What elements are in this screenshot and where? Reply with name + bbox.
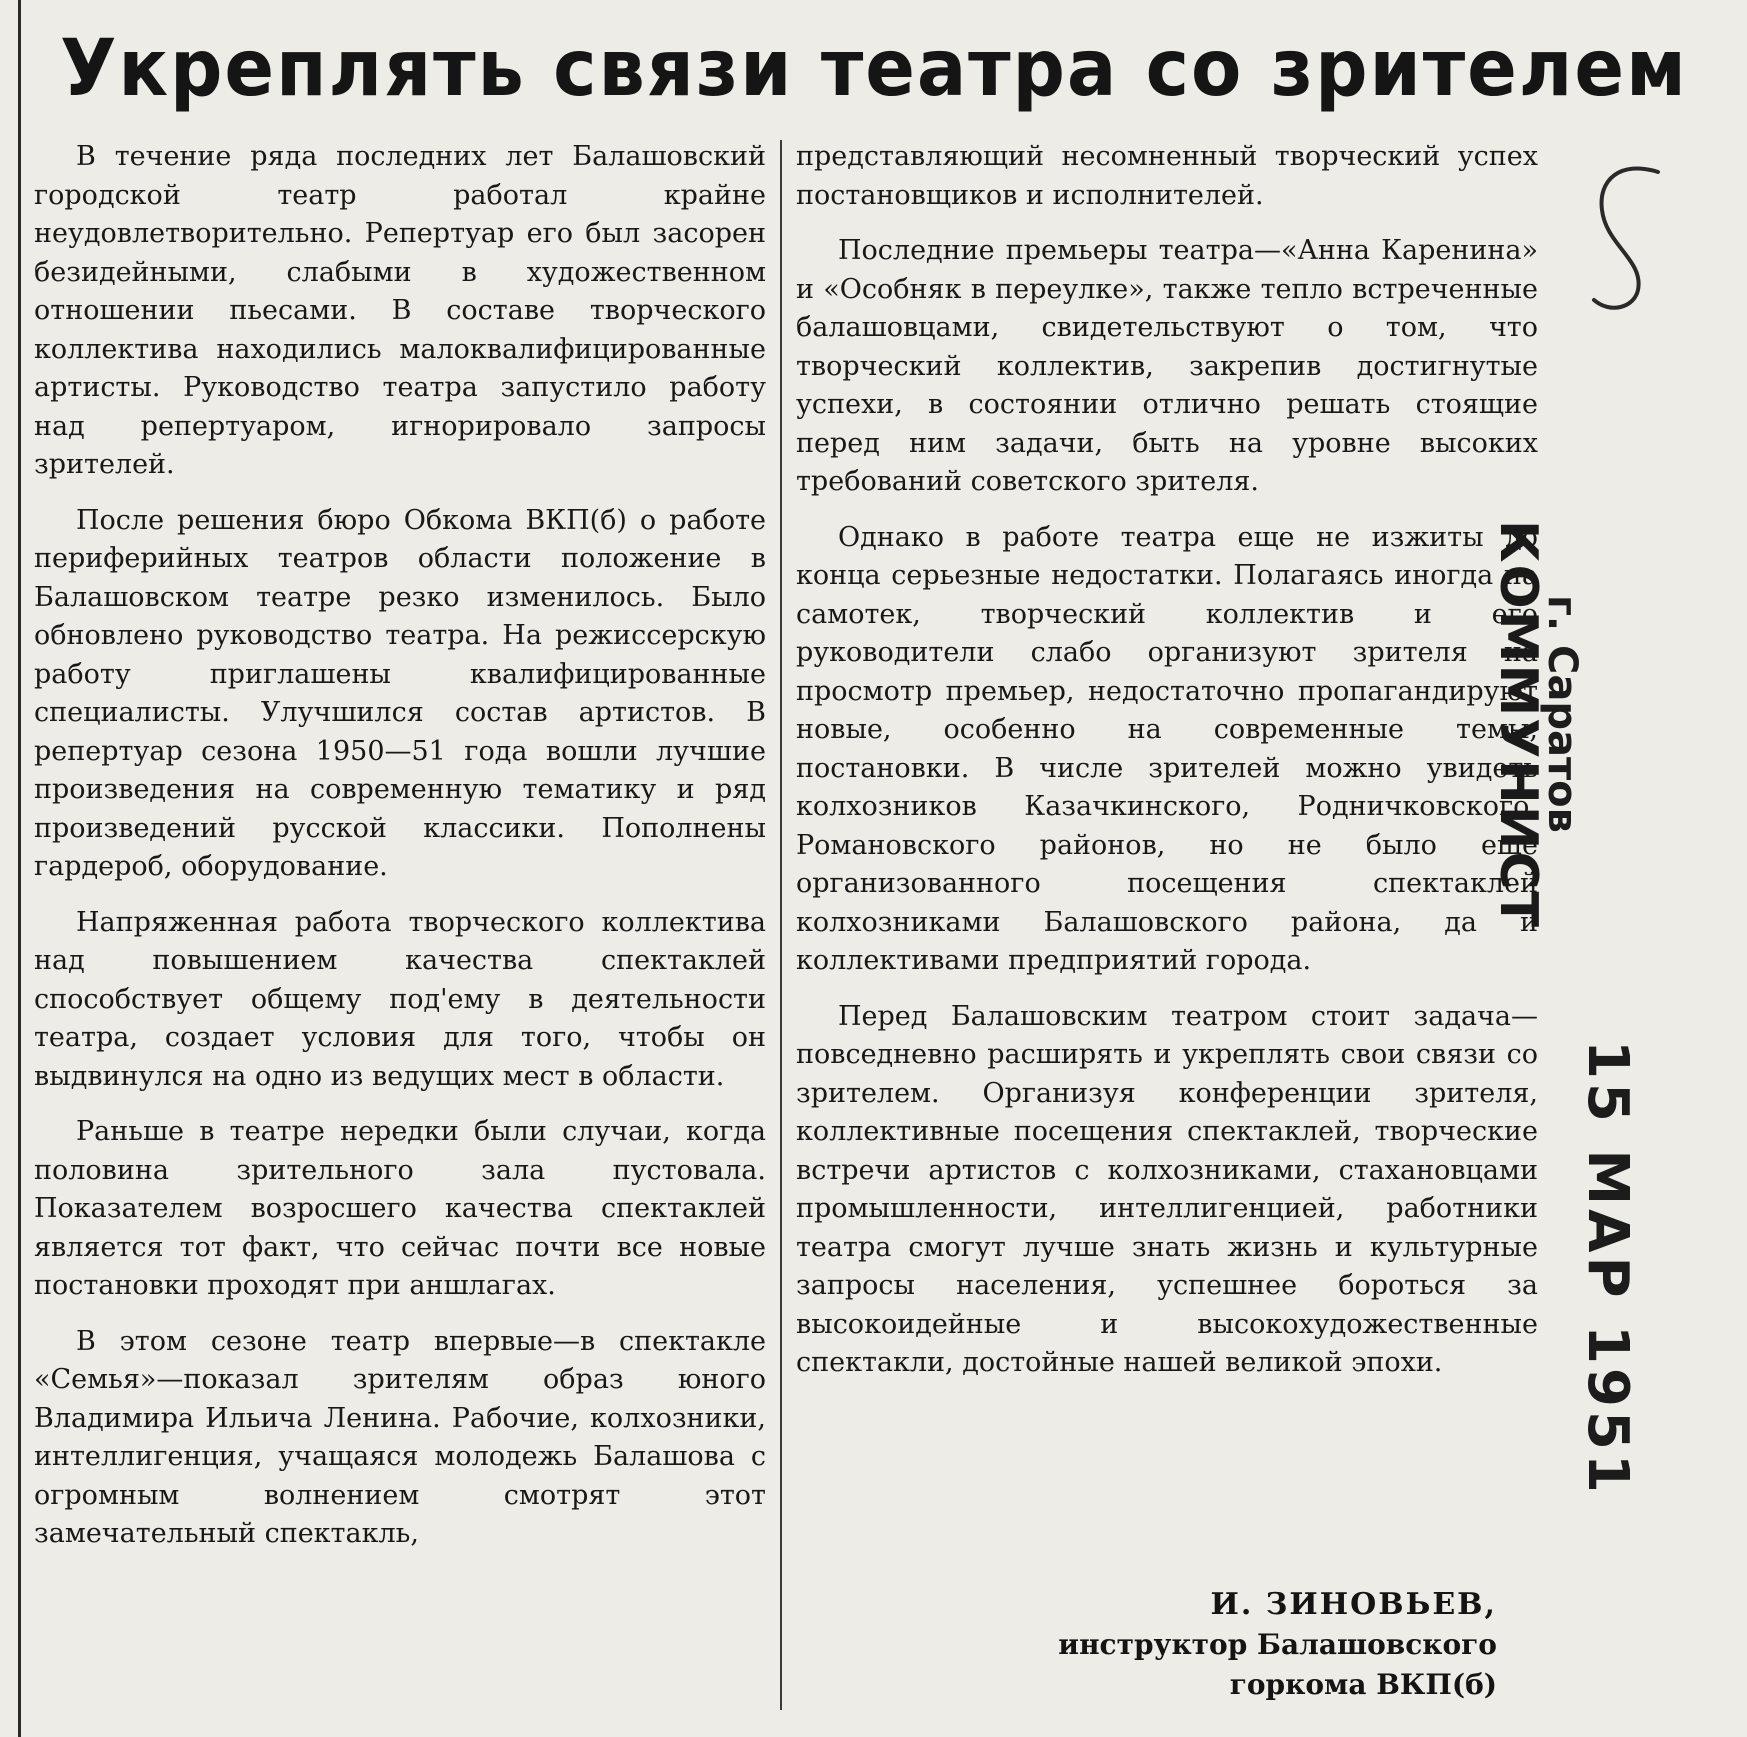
stamp-newspaper-name: КОММУНИСТ (1488, 520, 1548, 929)
column-divider (780, 140, 782, 1710)
paragraph: В этом сезоне театр впервые—в спектакле «Семья»—показал зрителям образ юного Владимира Ильича Ленина. Рабочие, колхозники, интеллигенция, учащаяся молодежь Балашова с огромным волнением смотрят этот замечательный спектакль, (34, 1325, 766, 1549)
author-name: И. ЗИНОВЬЕВ, (1210, 1587, 1497, 1622)
paragraph: После решения бюро Обкома ВКП(б) о работе периферийных театров области положение в Балашовском театре резко изменилось. Было обновлено руководство театра. На режиссерскую работу приглашены квалифицированные специалисты. Улучшился состав артистов. В репертуар сезона 1950—51 года вошли лучшие произведения на современную тематику и ряд произведений русской классики. Пополнены гардероб, оборудование. (34, 504, 766, 882)
paragraph: Раньше в театре нередки были случаи, когда половина зрительного зала пустовала. Показателем возросшего качества спектаклей является тот факт, что сейчас почти все новые постановки проходят при аншлагах. (34, 1116, 766, 1301)
paragraph: представляющий несомненный творческий успех постановщиков и исполнителей. (796, 141, 1538, 211)
pen-mark-icon (1580, 150, 1670, 320)
paragraph: Перед Балашовским театром стоит задача—повседневно расширять и укреплять свои связи со зрителем. Организуя конференции зрителя, коллективные посещения спектаклей, творческие встречи артистов с колхозниками, стахановцами промышленности, интеллигенцией, работники театра смогут лучше знать жизнь и культурные запросы населения, успешнее бороться за высокоидейные и высокохудожественные спектакли, достойные нашей великой эпохи. (796, 1000, 1538, 1378)
stamp-date: 15 МАР 1951 (1575, 1040, 1640, 1497)
stamp-city: г. Саратов (1539, 595, 1585, 833)
article-signature (1058, 1585, 1497, 1705)
author-organization: горкома ВКП(б) (1229, 1668, 1497, 1701)
paragraph: В течение ряда последних лет Балашовский городской театр работал крайне неудовлетворительно. Репертуар его был засорен безидейными, слабыми в художественном отношении пьесами. В составе творческого коллектива находились малоквалифицированные артисты. Руководство театра запустило работу над репертуаром, игнорировало запросы зрителей. (34, 141, 766, 480)
author-position: инструктор Балашовского (1058, 1628, 1497, 1661)
paragraph: Однако в работе театра еще не изжиты до конца серьезные недостатки. Полагаясь иногда на самотек, творческий коллектив и его руководители слабо организуют зрителя на просмотр премьер, недостаточно пропагандируют новые, особенно на современные темы, постановки. В числе зрителей можно увидеть колхозников Казачкинского, Родничковского, Романовского районов, но не было еще организованного посещения спектаклей колхозниками Балашовского района, да и коллективами предприятий города. (796, 521, 1538, 976)
article-column-right (796, 138, 1538, 1400)
article-headline: Укреплять связи театра со зрителем (60, 24, 1688, 114)
article-column-left (34, 138, 766, 1571)
left-border-rule (18, 0, 21, 1737)
paragraph: Последние премьеры театра—«Анна Каренина» и «Особняк в переулке», также тепло встреченные балашовцами, свидетельствуют о том, что творческий коллектив, закрепив достигнутые успехи, в состоянии отлично решать стоящие перед ним задачи, быть на уровне высоких требований советского зрителя. (796, 235, 1538, 497)
paragraph: Напряженная работа творческого коллектива над повышением качества спектаклей способствует общему под'ему в деятельности театра, создает условия для того, чтобы он выдвинулся на одно из ведущих мест в области. (34, 906, 766, 1092)
